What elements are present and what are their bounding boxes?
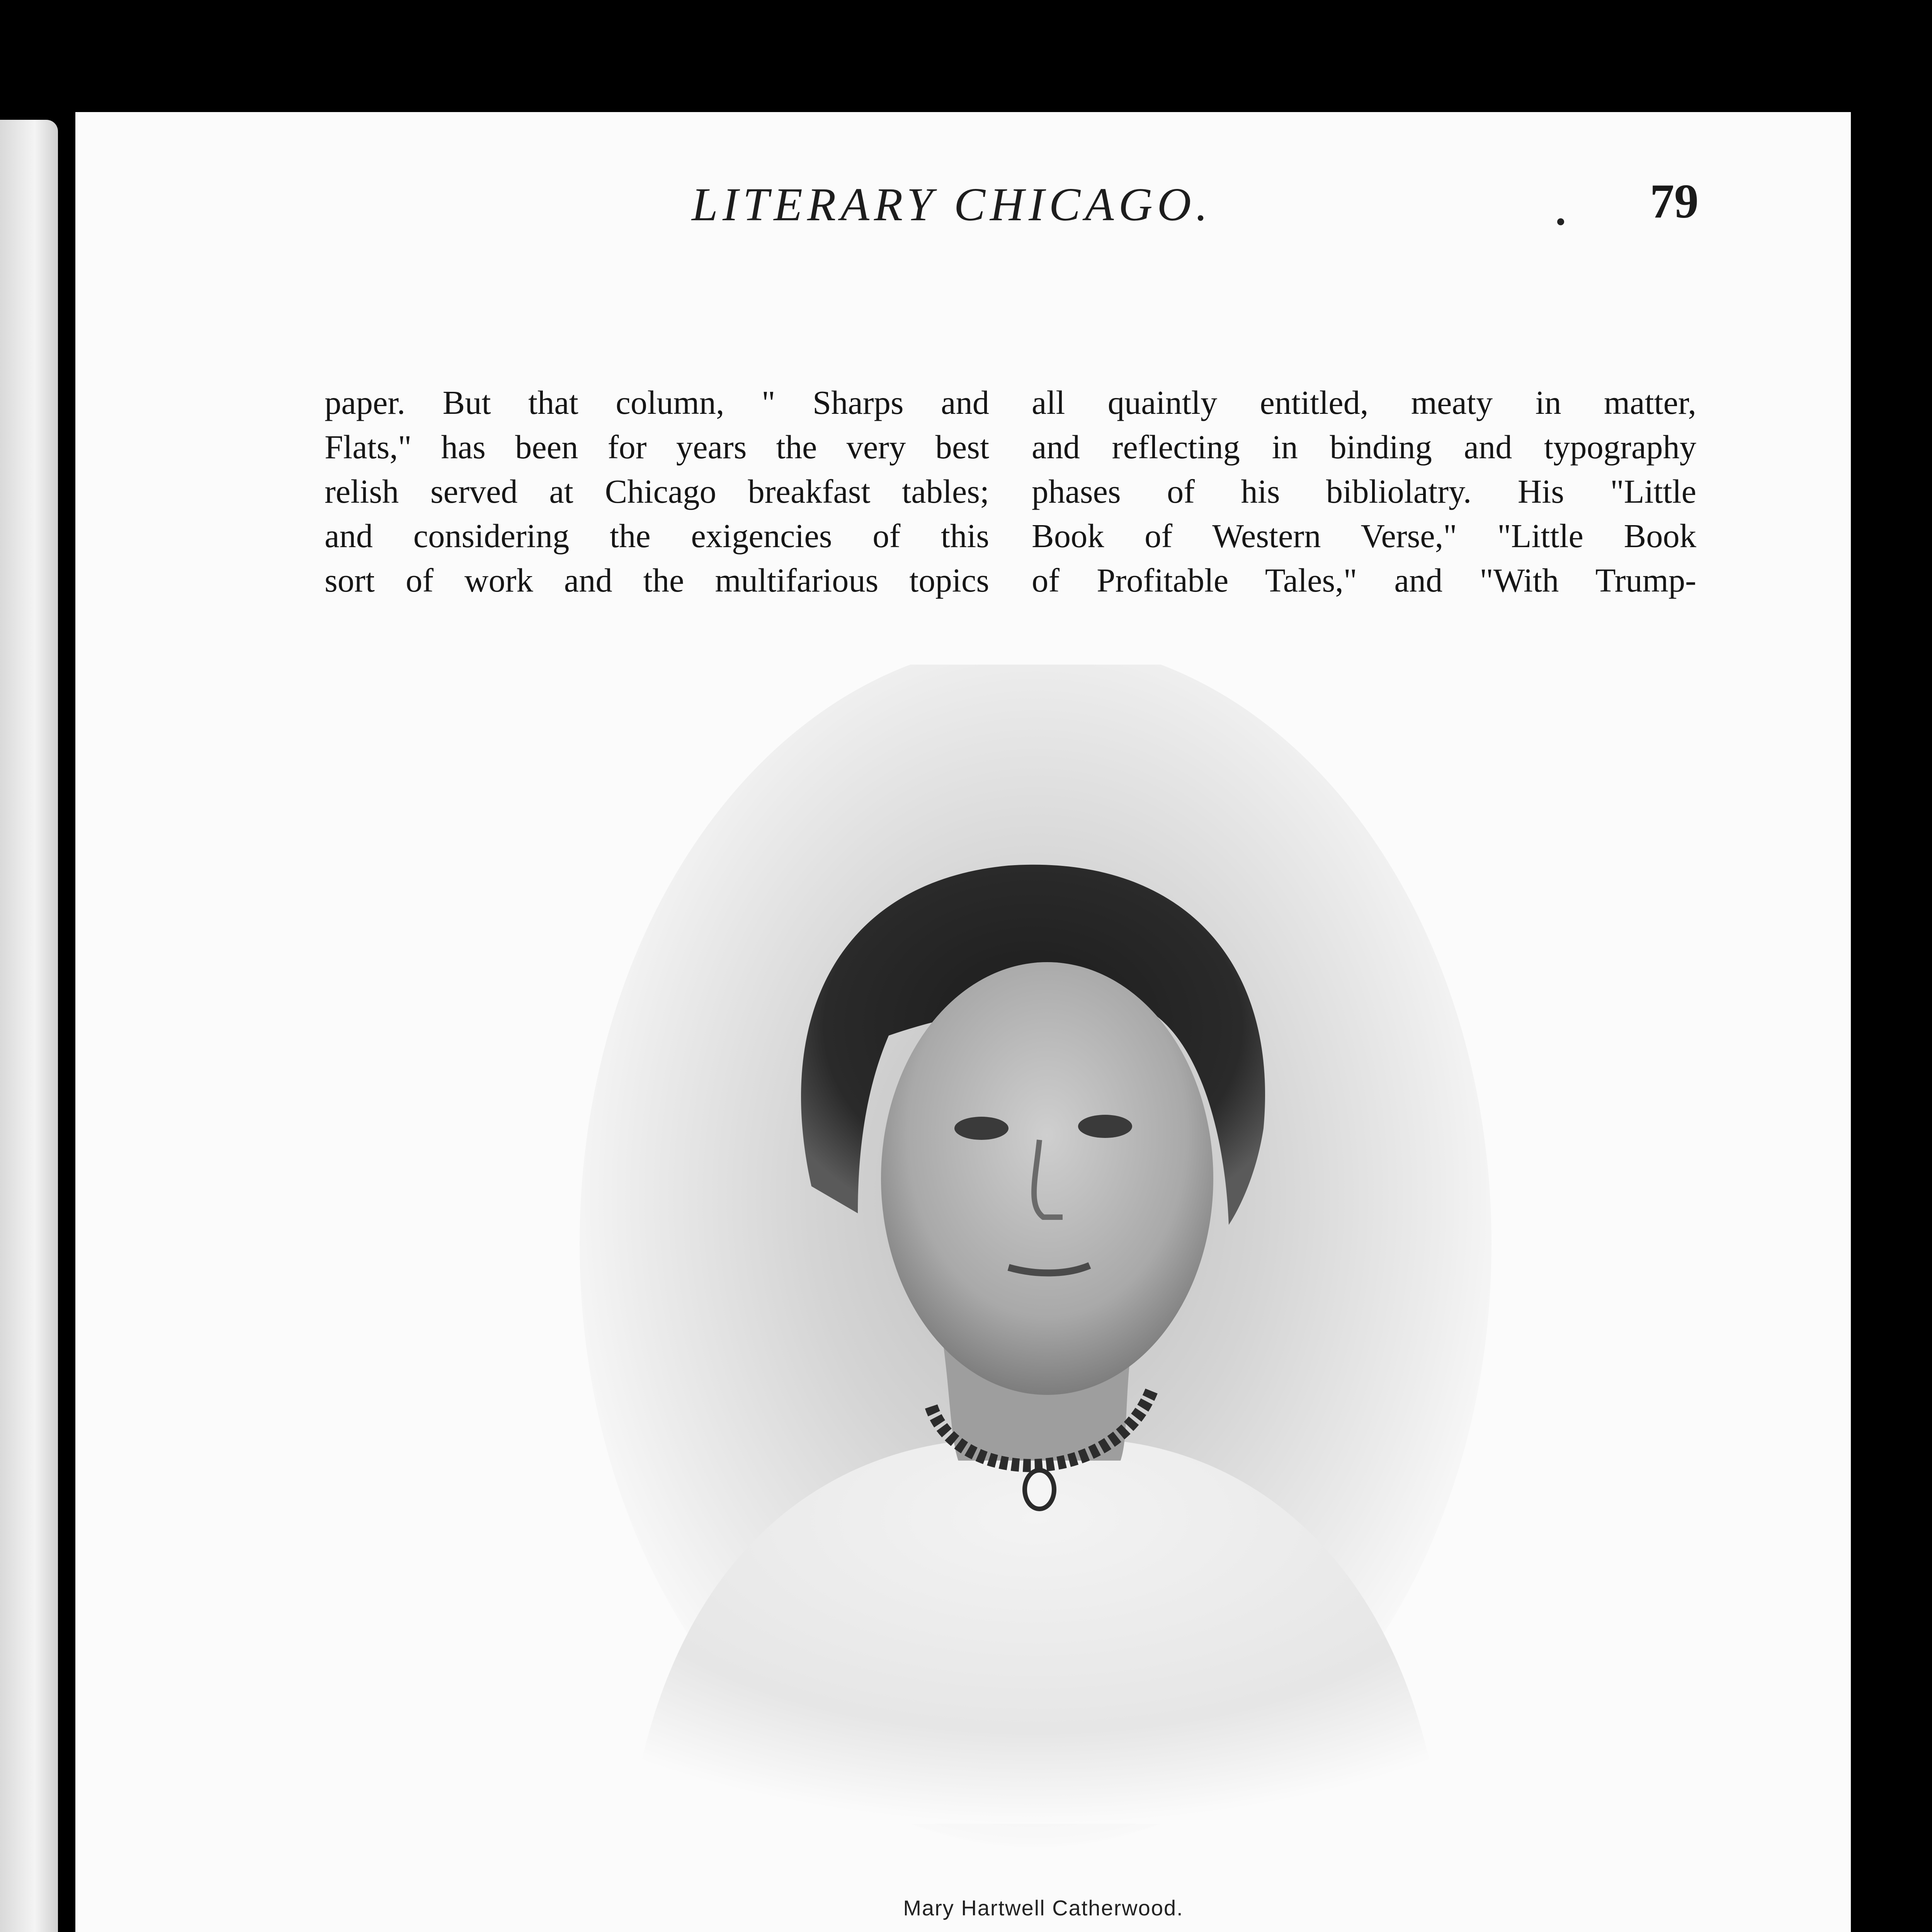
- page-number: 79: [1650, 175, 1699, 228]
- portrait-photograph: [572, 665, 1499, 1882]
- paragraph: [1032, 381, 1696, 603]
- paragraph: [325, 381, 989, 603]
- text-line: sort of work and the multifarious topics: [325, 562, 989, 599]
- text-line: and reflecting in binding and typography: [1032, 429, 1696, 466]
- right-eye: [1078, 1115, 1132, 1138]
- print-speck: [1557, 218, 1564, 225]
- text-line: of Profitable Tales," and "With Trump-: [1032, 562, 1696, 599]
- figure-caption: Mary Hartwell Catherwood.: [903, 1896, 1184, 1920]
- text-line: relish served at Chicago breakfast tables;: [325, 473, 989, 510]
- top-left-column: [325, 381, 989, 603]
- text-line: phases of his bibliolatry. His "Little: [1032, 473, 1696, 510]
- text-line: Book of Western Verse," "Little Book: [1032, 517, 1696, 554]
- cameo-pendant: [1025, 1470, 1054, 1509]
- text-line: Flats," has been for years the very best: [325, 429, 989, 466]
- text-line: and considering the exigencies of this: [325, 517, 989, 554]
- left-page-edge: [0, 120, 58, 1932]
- left-eye: [954, 1117, 1009, 1140]
- face: [881, 962, 1213, 1395]
- text-line: paper. But that column, " Sharps and: [325, 384, 989, 421]
- running-head: LITERARY CHICAGO.: [692, 179, 1213, 231]
- text-line: all quaintly entitled, meaty in matter,: [1032, 384, 1696, 421]
- top-right-column: [1032, 381, 1696, 603]
